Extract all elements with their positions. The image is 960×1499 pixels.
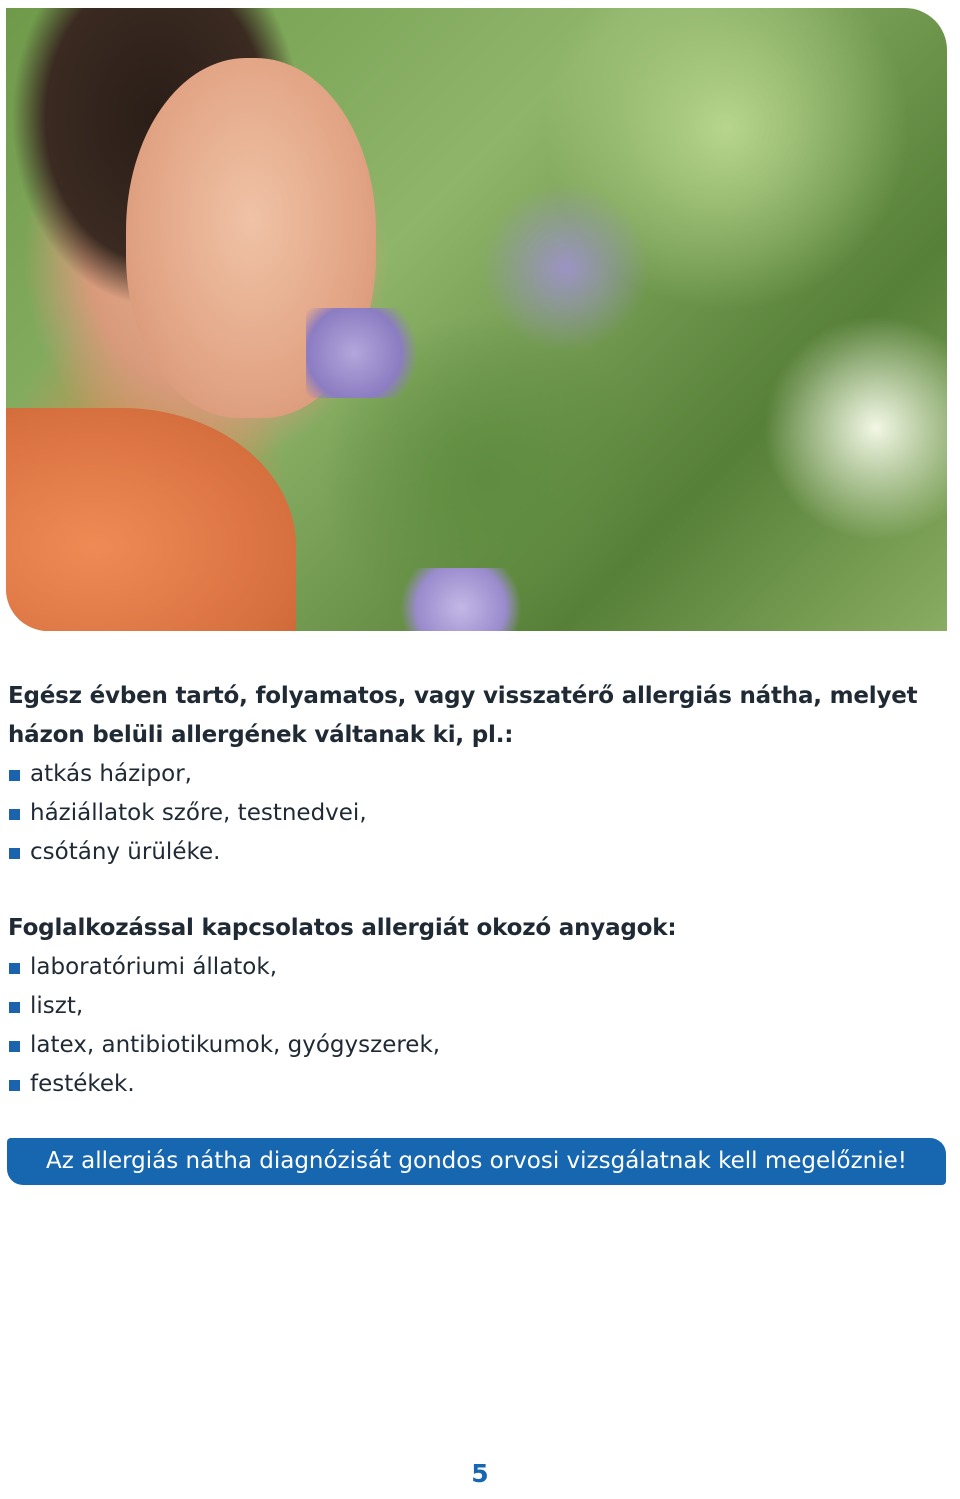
list-item: háziállatok szőre, testnedvei, <box>8 794 953 833</box>
list-item: liszt, <box>8 987 953 1026</box>
list-item: festékek. <box>8 1065 953 1104</box>
list-item: laboratóriumi állatok, <box>8 948 953 987</box>
square-bullet-icon <box>9 809 20 820</box>
indoor-allergens-section <box>8 677 953 872</box>
photo-flowers <box>306 308 426 398</box>
hero-photo <box>6 8 947 631</box>
square-bullet-icon <box>9 770 20 781</box>
square-bullet-icon <box>9 848 20 859</box>
square-bullet-icon <box>9 1080 20 1091</box>
square-bullet-icon <box>9 1041 20 1052</box>
diagnosis-banner: Az allergiás nátha diagnózisát gondos orvosi vizsgálatnak kell megelőznie! <box>7 1138 946 1185</box>
bullet-list <box>8 948 953 1104</box>
square-bullet-icon <box>9 963 20 974</box>
photo-shirt <box>6 408 296 631</box>
list-item: csótány ürüléke. <box>8 833 953 872</box>
occupational-allergens-section <box>8 909 953 1104</box>
page-number: 5 <box>471 1459 489 1488</box>
section-heading: Foglalkozással kapcsolatos allergiát okozó anyagok: <box>8 915 677 941</box>
list-item: latex, antibiotikumok, gyógyszerek, <box>8 1026 953 1065</box>
section-heading: Egész évben tartó, folyamatos, vagy visszatérő allergiás nátha, melyet házon belüli allergének váltanak ki, pl.: <box>8 683 918 748</box>
bullet-list <box>8 755 953 872</box>
photo-flowers-lower <box>391 568 531 631</box>
list-item: atkás házipor, <box>8 755 953 794</box>
square-bullet-icon <box>9 1002 20 1013</box>
